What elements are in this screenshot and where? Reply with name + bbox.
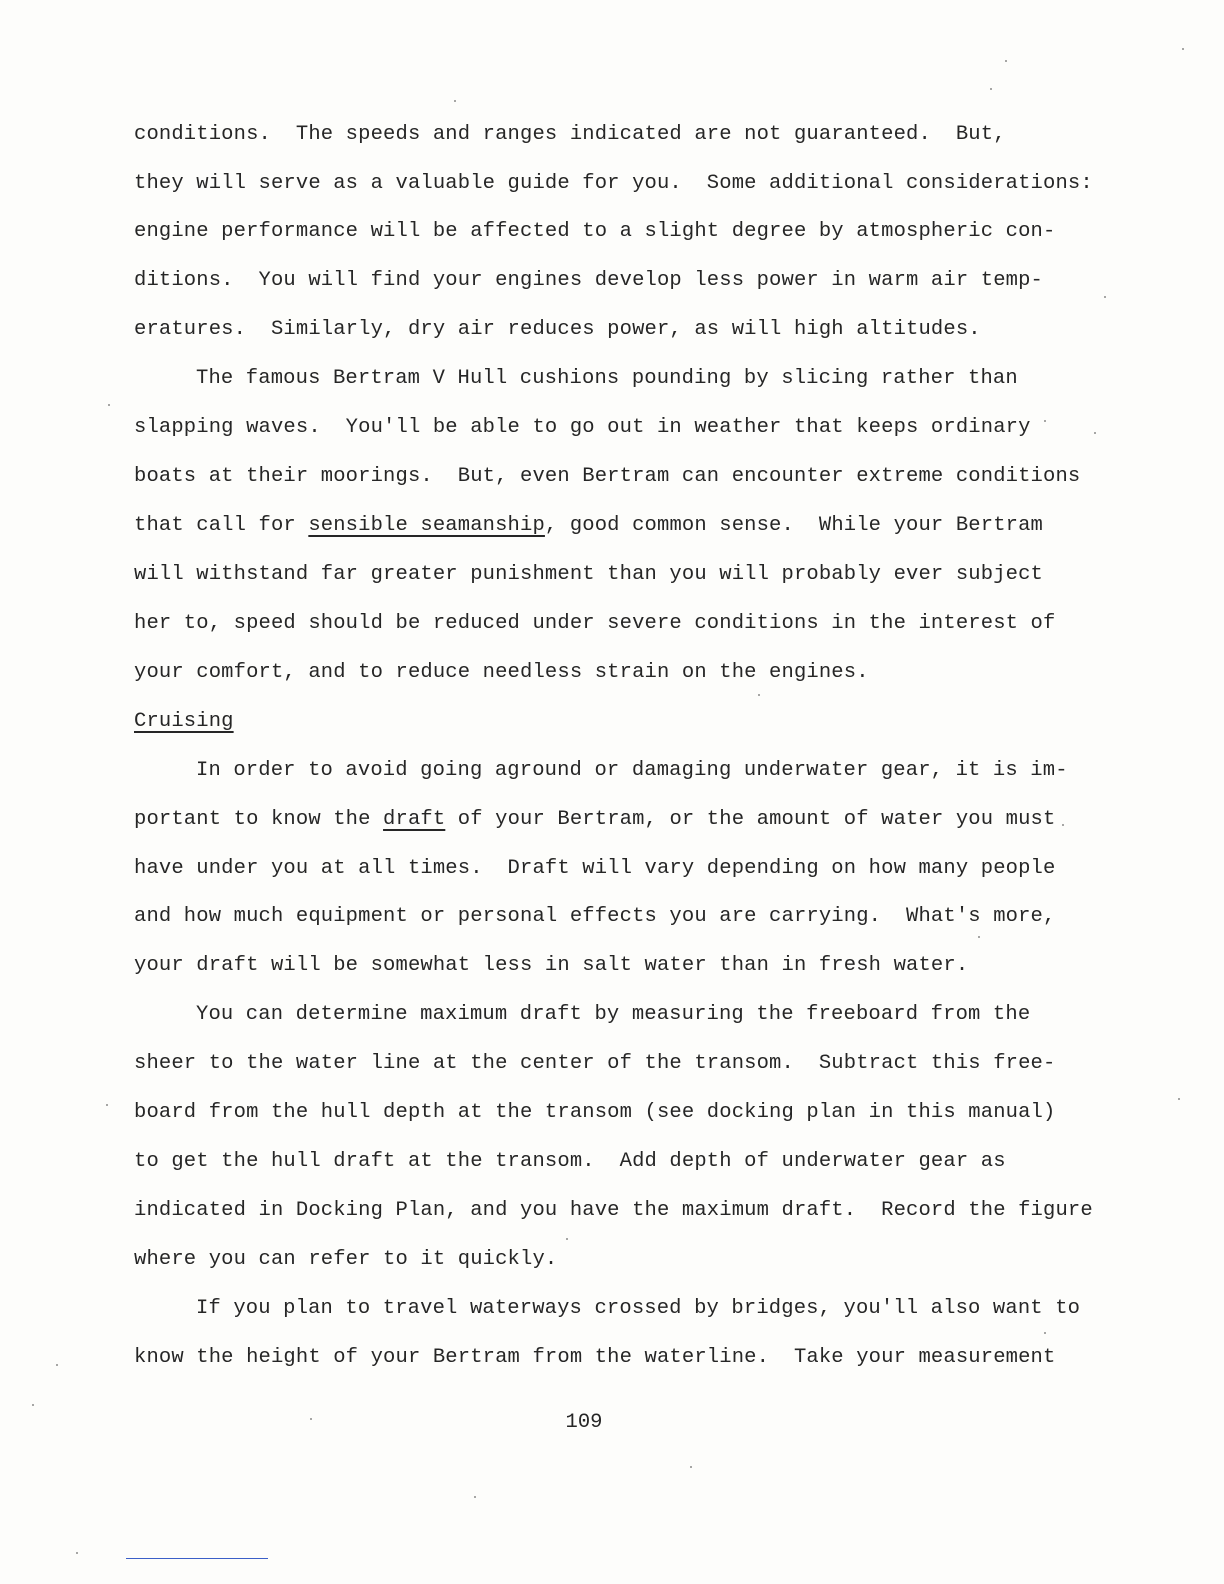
text-line: have under you at all times. Draft will vary depending on how many people — [134, 857, 1056, 880]
paragraph-first-line: If you plan to travel waterways crossed by bridges, you'll also want to — [196, 1297, 1081, 1320]
text-line: boats at their moorings. But, even Bertram can encounter extreme conditions — [134, 465, 1081, 488]
scan-speck — [1005, 60, 1007, 62]
text-line: your comfort, and to reduce needless strain on the engines. — [134, 661, 869, 684]
scan-speck — [690, 1466, 692, 1468]
section-heading-cruising: Cruising — [134, 710, 234, 733]
text-line: know the height of your Bertram from the waterline. Take your measurement — [134, 1346, 1056, 1369]
text-line: her to, speed should be reduced under severe conditions in the interest of — [134, 612, 1056, 635]
scan-speck — [106, 1104, 108, 1106]
text-line: slapping waves. You'll be able to go out in weather that keeps ordinary — [134, 416, 1031, 439]
scan-speck — [56, 1364, 58, 1366]
scan-speck — [310, 1418, 312, 1420]
scan-speck — [1044, 420, 1046, 422]
text-line: where you can refer to it quickly. — [134, 1248, 558, 1271]
text-line: eratures. Similarly, dry air reduces power, as will high altitudes. — [134, 318, 981, 341]
scan-speck — [1178, 1098, 1180, 1100]
scan-speck — [1104, 296, 1106, 298]
scan-speck — [990, 88, 992, 90]
text-line: sheer to the water line at the center of the transom. Subtract this free- — [134, 1052, 1056, 1075]
underlined-term-draft: draft — [383, 808, 446, 831]
scan-speck — [978, 936, 980, 938]
scan-speck — [474, 1496, 476, 1498]
scan-speck — [1044, 1332, 1046, 1334]
footer-rule — [126, 1558, 268, 1559]
text-segment: , good common sense. While your Bertram — [544, 514, 1044, 537]
text-line: engine performance will be affected to a slight degree by atmospheric con- — [134, 220, 1056, 243]
text-line — [134, 807, 1055, 833]
paragraph-first-line: You can determine maximum draft by measuring the freeboard from the — [196, 1003, 1031, 1026]
scan-speck — [758, 694, 760, 696]
scan-speck — [566, 1238, 568, 1240]
text-line: to get the hull draft at the transom. Add depth of underwater gear as — [134, 1150, 1006, 1173]
text-line: and how much equipment or personal effects you are carrying. What's more, — [134, 905, 1056, 928]
text-line: indicated in Docking Plan, and you have the maximum draft. Record the figure — [134, 1199, 1093, 1222]
scan-speck — [108, 404, 110, 406]
text-segment: of your Bertram, or the amount of water you must — [445, 808, 1056, 831]
text-segment: portant to know the — [134, 808, 384, 831]
text-line — [134, 513, 1043, 539]
text-line: conditions. The speeds and ranges indicated are not guaranteed. But, — [134, 123, 1006, 146]
text-line: will withstand far greater punishment than you will probably ever subject — [134, 563, 1043, 586]
scan-speck — [76, 1552, 78, 1554]
underlined-term-sensible-seamanship: sensible seamanship — [308, 514, 545, 537]
text-line: your draft will be somewhat less in salt water than in fresh water. — [134, 954, 969, 977]
text-line: board from the hull depth at the transom (see docking plan in this manual) — [134, 1101, 1056, 1124]
page-number: 109 — [565, 1411, 603, 1434]
scan-speck — [32, 1404, 34, 1406]
text-line: they will serve as a valuable guide for you. Some additional considerations: — [134, 172, 1093, 195]
text-segment: that call for — [134, 514, 309, 537]
scan-speck — [1182, 48, 1184, 50]
scan-speck — [1062, 824, 1064, 826]
scan-speck — [1094, 432, 1096, 434]
paragraph-first-line: In order to avoid going aground or damaging underwater gear, it is im- — [196, 759, 1068, 782]
text-line: ditions. You will find your engines develop less power in warm air temp- — [134, 269, 1043, 292]
scan-speck — [454, 100, 456, 102]
paragraph-first-line: The famous Bertram V Hull cushions pounding by slicing rather than — [196, 367, 1018, 390]
